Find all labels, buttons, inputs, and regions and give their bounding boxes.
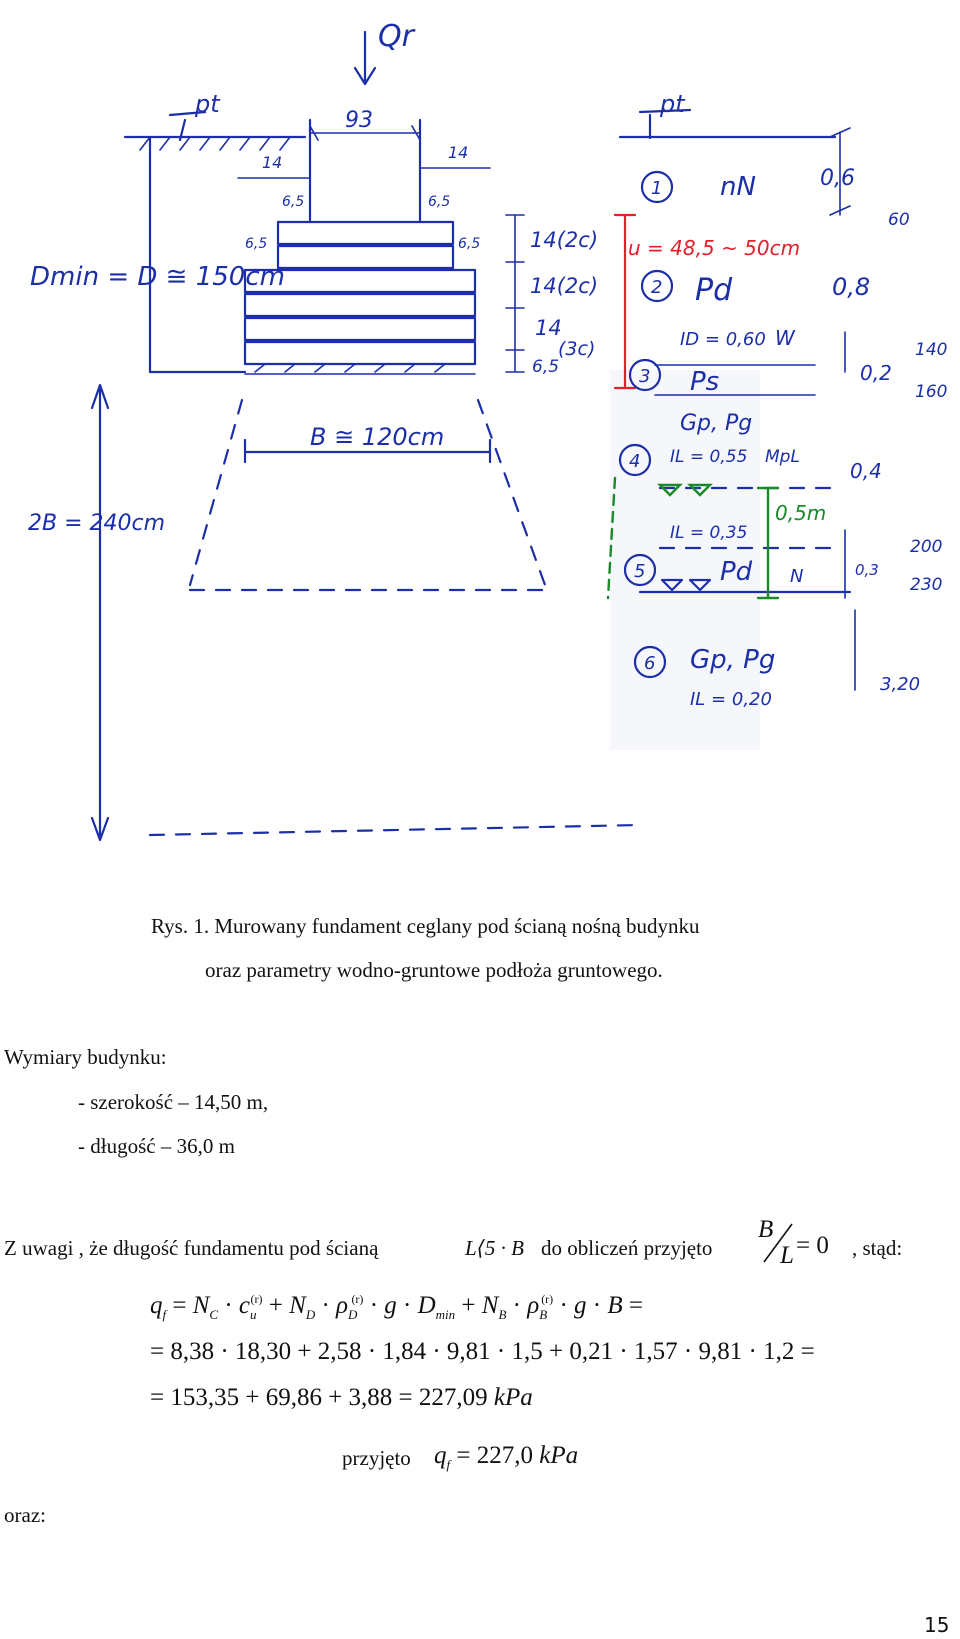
dimensions-length: - długość – 36,0 m <box>78 1134 235 1158</box>
step-height-2: 14(2c) <box>530 274 599 298</box>
width-label: B ≅ 120cm <box>310 423 445 451</box>
layer-2-state: W <box>775 326 795 350</box>
step-height-5: (3c) <box>558 338 596 360</box>
condition-text-1: Z uwagi , że długość fundamentu pod ścianą <box>4 1236 379 1260</box>
formula-line-3-value: = 153,35 + 69,86 + 3,88 = 227,09 <box>150 1384 488 1411</box>
layer-1-soil: nN <box>720 172 756 202</box>
condition-text-3: , stąd: <box>852 1236 903 1260</box>
ratio-L: L <box>780 1242 794 1269</box>
dimensions-width: - szerokość – 14,50 m, <box>78 1090 269 1114</box>
layer-4-soil: Gp, Pg <box>680 411 753 436</box>
formula-line-3-unit: kPa <box>493 1384 533 1411</box>
caption-line-2: oraz parametry wodno-gruntowe podłoża gruntowego. <box>205 958 663 982</box>
layer-4-thickness: 0,4 <box>850 459 882 483</box>
water-level: 0,5m <box>775 501 827 525</box>
depth-label: Dmin = D ≅ 150cm <box>30 262 285 292</box>
step-height-4: 6,5 <box>532 357 560 377</box>
ratio-value: = 0 <box>796 1232 829 1259</box>
step-height-1: 14(2c) <box>530 228 599 252</box>
load-label: Qr <box>378 19 414 54</box>
depth-5: 230 <box>910 575 943 595</box>
layer-6-param: IL = 0,20 <box>690 689 772 710</box>
layer-3-no: 3 <box>639 366 651 387</box>
layer-2-thickness: 0,8 <box>832 273 871 301</box>
layer-4-state: MpL <box>765 447 800 467</box>
offset-step2-left: 6,5 <box>245 236 268 252</box>
layer-5-thickness: 0,3 <box>855 561 879 579</box>
layer-2-soil: Pd <box>695 273 733 308</box>
result-formula: $q_f = 227,0$ kPa <box>434 1442 579 1472</box>
wall-width-label: 93 <box>345 108 373 133</box>
ground-mark-left: pt <box>195 90 220 118</box>
offset-step2-right: 6,5 <box>458 236 481 252</box>
layer-3-thickness: 0,2 <box>860 361 892 385</box>
layer-6-no: 6 <box>644 653 656 674</box>
layer-5-state: N <box>790 566 804 587</box>
influence-label: 2B = 240cm <box>28 511 166 536</box>
layer-6-soil: Gp, Pg <box>690 645 776 675</box>
page-number: 15 <box>924 1613 950 1637</box>
layer-2-no: 2 <box>651 277 663 298</box>
result-unit: kPa <box>539 1442 579 1469</box>
depth-6: 3,20 <box>880 674 921 695</box>
offset-step1-right: 6,5 <box>428 194 451 210</box>
layer-5-soil: Pd <box>720 557 753 587</box>
caption-line-1: Rys. 1. Murowany fundament ceglany pod ścianą nośną budynku <box>151 914 700 938</box>
result-prefix: przyjęto <box>342 1446 411 1470</box>
formula-line-1: $q_f = N_C \cdot c_u^{(r)} + N_D \cdot \rho_D^{(r)} \cdot g \cdot D_{min} + N_B \cdot \rho_B^{(r)} \cdot g \cdot B$ = <box>150 1292 643 1322</box>
water-note: u = 48,5 ~ 50cm <box>628 236 801 260</box>
layer-3-soil: Ps <box>690 367 720 397</box>
layer-2-param: ID = 0,60 <box>680 329 766 350</box>
offset-right: 14 <box>448 143 469 162</box>
formula-line-2: = 8,38 · 18,30 + 2,58 · 1,84 · 9,81 · 1,5 + 0,21 · 1,57 · 9,81 · 1,2 = <box>150 1338 815 1365</box>
dimensions-heading: Wymiary budynku: <box>4 1045 167 1069</box>
layer-4-no: 4 <box>629 451 641 472</box>
layer-1-no: 1 <box>651 178 663 199</box>
ratio-B: B <box>758 1216 774 1243</box>
offset-step1-left: 6,5 <box>282 194 305 210</box>
layer-5-no: 5 <box>634 561 646 582</box>
layer-1-thickness: 0,6 <box>820 166 855 191</box>
condition-text-2: do obliczeń przyjęto <box>541 1236 713 1260</box>
layer-4-param: IL = 0,55 <box>670 447 748 467</box>
ground-mark-right: pt <box>660 90 685 118</box>
layer-5-param: IL = 0,35 <box>670 523 748 543</box>
depth-4: 200 <box>910 537 943 557</box>
step-height-3: 14 <box>535 316 562 340</box>
footer-word: oraz: <box>4 1503 46 1527</box>
result-value: = 227,0 <box>456 1442 533 1469</box>
formula-line-3 <box>150 1384 533 1412</box>
offset-left: 14 <box>262 153 283 172</box>
condition-expression: L⟨5 · B <box>465 1236 524 1260</box>
depth-3: 160 <box>915 382 948 402</box>
depth-2: 140 <box>915 340 948 360</box>
depth-1: 60 <box>888 210 910 230</box>
